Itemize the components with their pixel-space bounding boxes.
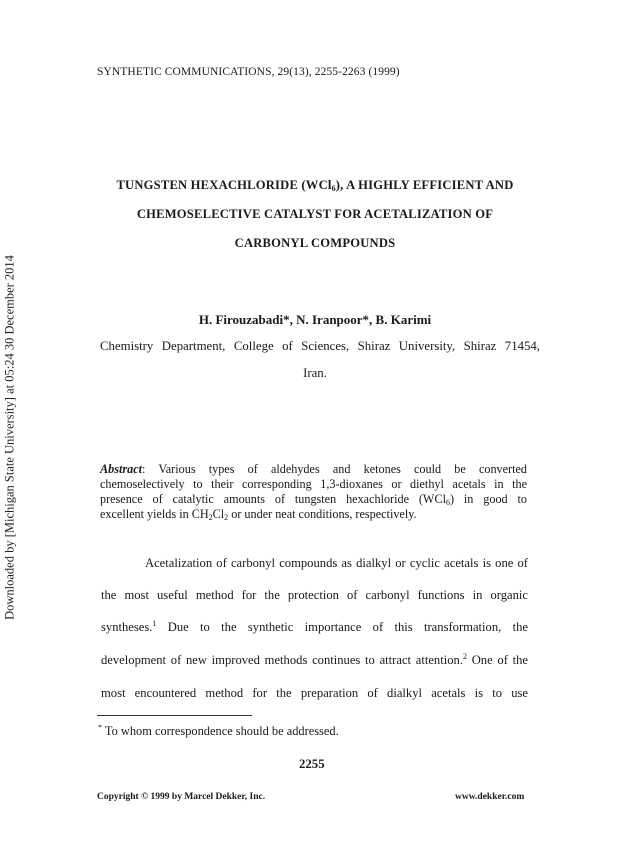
- authors: H. Firouzabadi*, N. Iranpoor*, B. Karimi: [198, 312, 432, 327]
- body-line-1: Acetalization of carbonyl compounds as dialkyl or cyclic acetals is one of: [145, 556, 528, 570]
- abstract-line-4: excellent yields in $CH_2Cl_2$ or under neat conditions, respectively.: [100, 507, 417, 522]
- publisher-url: www.dekker.com: [455, 792, 525, 802]
- journal-citation: SYNTHETIC COMMUNICATIONS, 29(13), 2255-2263 (1999): [97, 66, 400, 78]
- title-line-3: CARBONYL COMPOUNDS: [234, 236, 396, 250]
- page-number: 2255: [299, 757, 325, 771]
- body-line-3: syntheses.$^1$ Due to the synthetic importance of this transformation, the: [101, 619, 528, 634]
- body-line-5: most encountered method for the preparation of dialkyl acetals is to use: [101, 686, 528, 700]
- abstract-label: Abstract: [100, 462, 142, 476]
- footnote: * To whom correspondence should be addressed.: [98, 723, 339, 738]
- affiliation-line-1: Chemistry Department, College of Sciences, Shiraz University, Shiraz 71454,: [100, 339, 540, 353]
- affiliation-line-2: Iran.: [303, 366, 327, 380]
- abstract-line-3: presence of catalytic amounts of tungsten hexachloride (WCl$_6$) in good to: [100, 492, 527, 507]
- title-line-1: TUNGSTEN HEXACHLORIDE (WCl$_6$), A HIGHLY EFFICIENT AND: [116, 178, 514, 193]
- copyright-notice: Copyright © 1999 by Marcel Dekker, Inc.: [97, 792, 266, 802]
- title-line-2: CHEMOSELECTIVE CATALYST FOR ACETALIZATION OF: [136, 207, 494, 221]
- abstract-line-2: chemoselectively to their corresponding 1,3-dioxanes or diethyl acetals in the: [100, 477, 527, 491]
- body-line-4: development of new improved methods continues to attract attention.$^2$ One of the: [101, 652, 528, 667]
- abstract: [100, 462, 527, 522]
- footnote-rule: [97, 715, 252, 716]
- body-line-2: the most useful method for the protection of carbonyl functions in organic: [101, 588, 528, 602]
- abstract-line-1: Abstract: Various types of aldehydes and ketones could be converted: [100, 462, 527, 476]
- download-watermark: Downloaded by [Michigan State University] at 05:24 30 December 2014: [2, 255, 17, 620]
